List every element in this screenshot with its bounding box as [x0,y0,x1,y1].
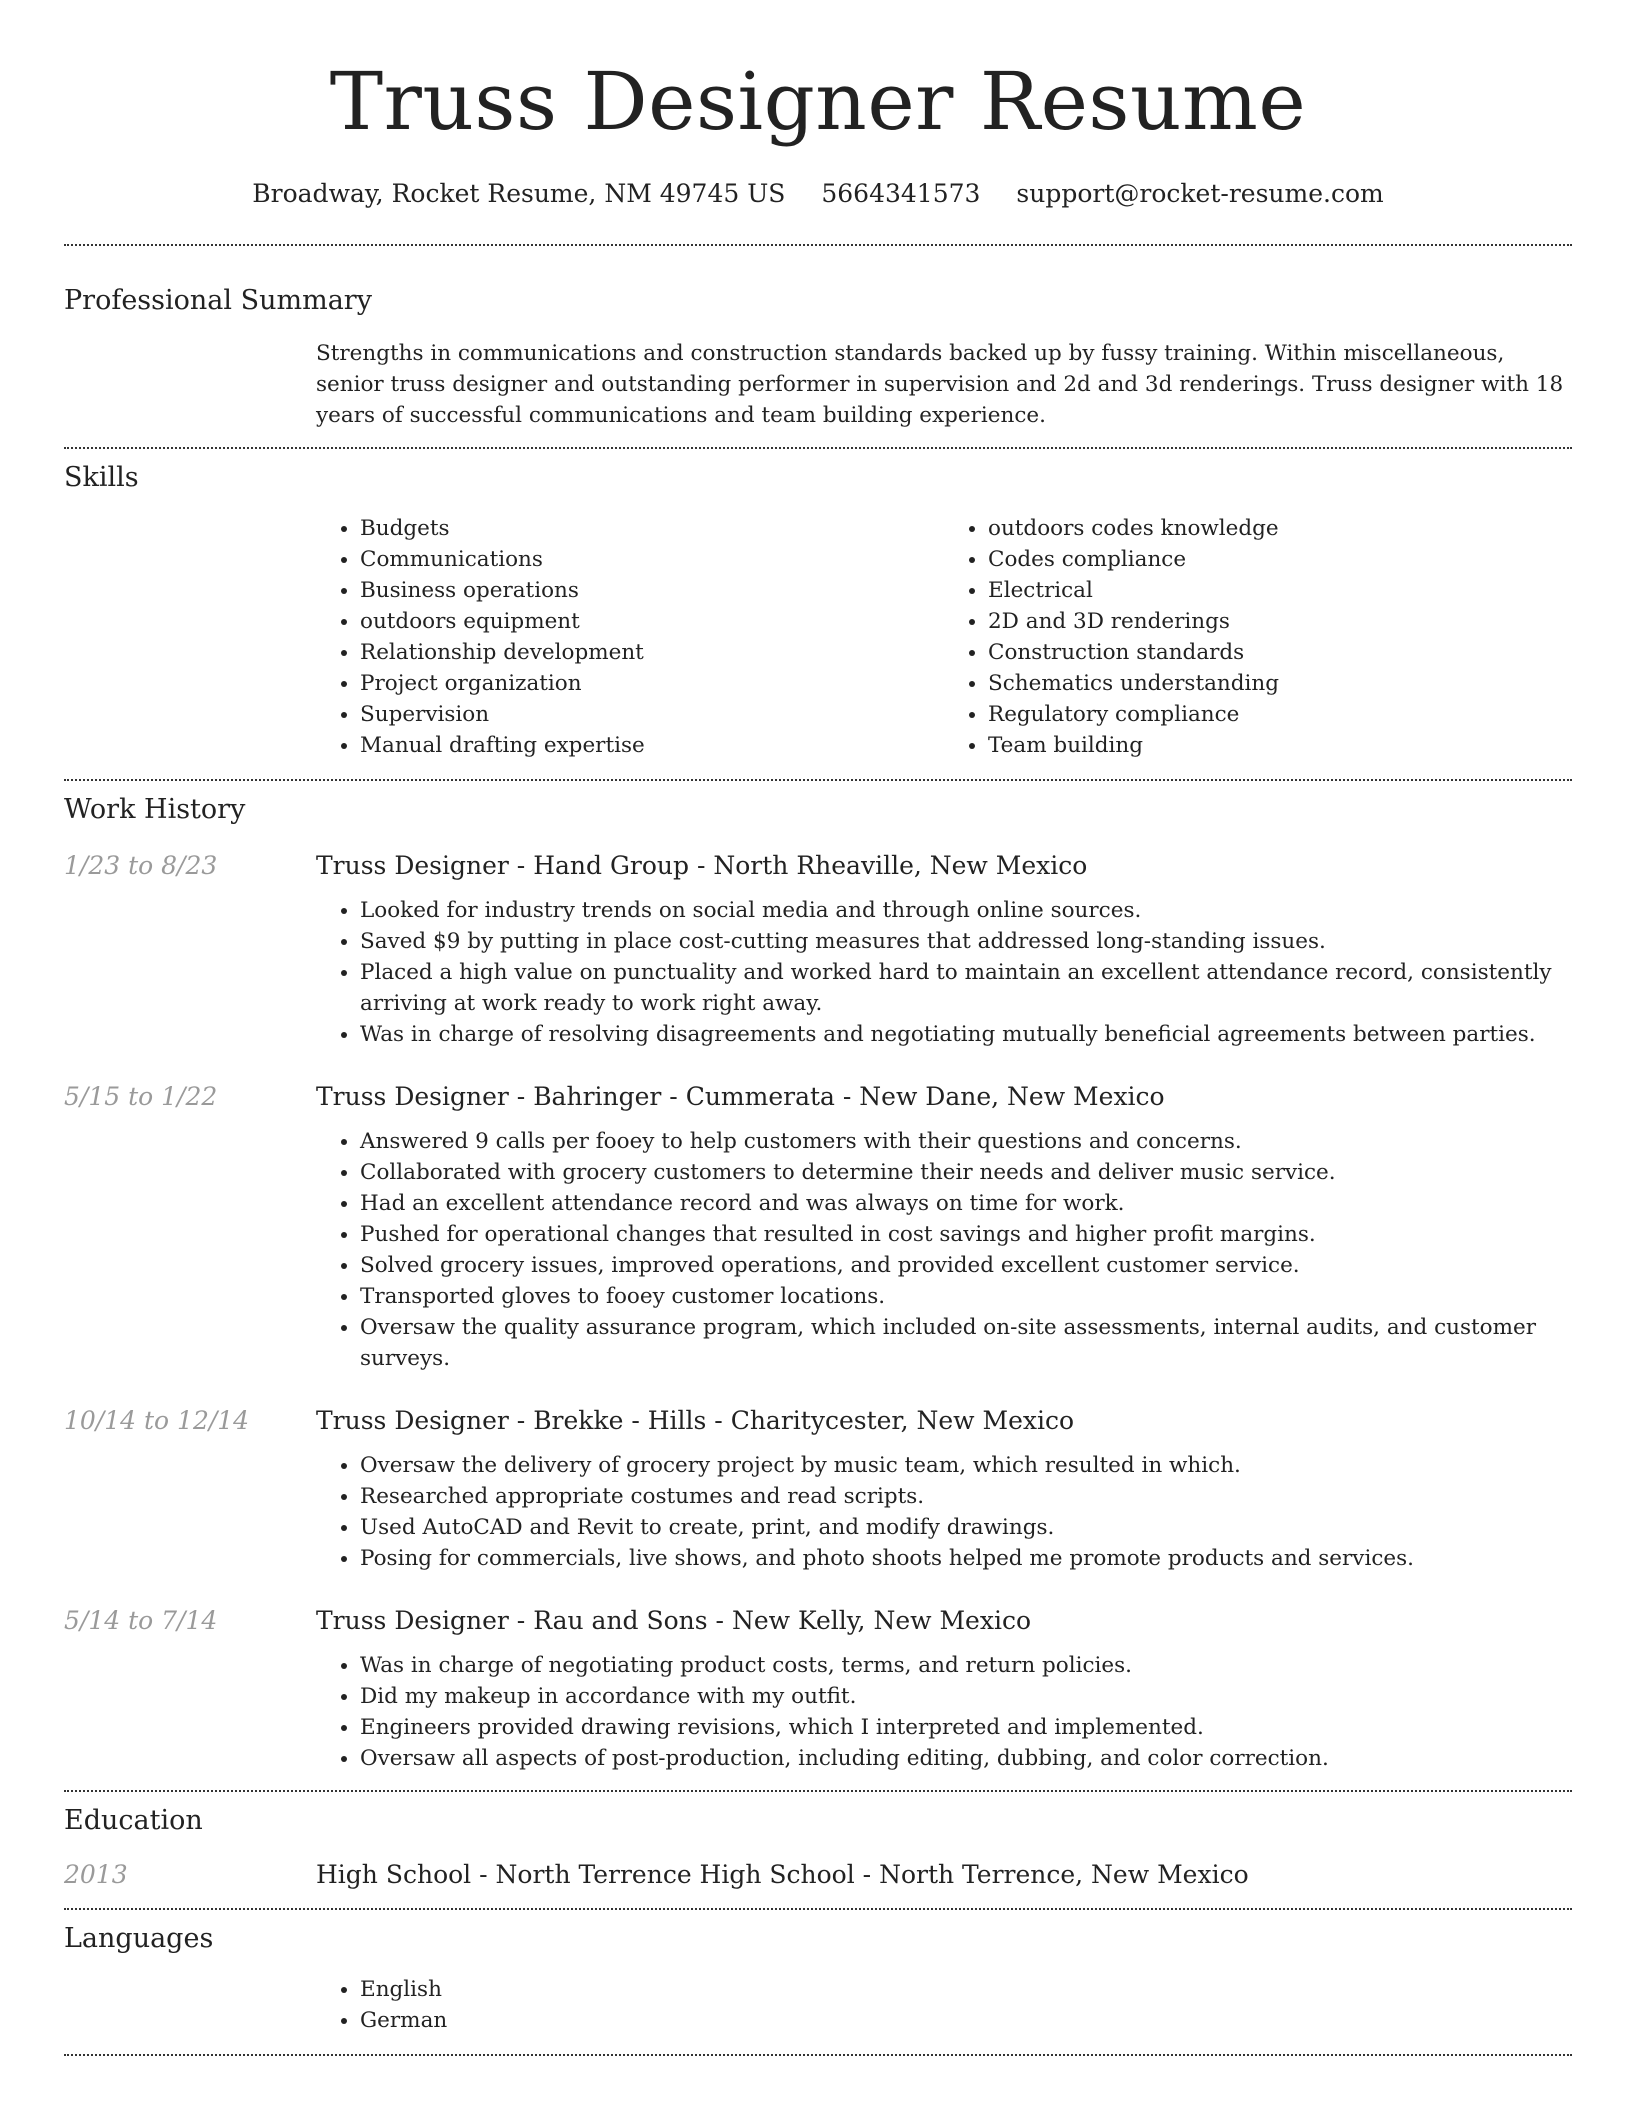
job-dates: 10/14 to 12/14 [64,1406,250,1435]
job-bullet: • Transported gloves to fooey customer locations. [360,1281,1572,1312]
job-bullet: • Engineers provided drawing revisions, which I interpreted and implemented. [360,1712,1572,1743]
job-dates: 5/15 to 1/22 [64,1082,218,1111]
job-title: Truss Designer - Rau and Sons - New Kelly, New Mexico [316,1606,1032,1635]
languages-section [64,1922,1572,2036]
job-bullet: • Answered 9 calls per fooey to help customers with their questions and concerns. [360,1126,1572,1157]
divider [64,447,1572,449]
skills-list [316,513,1572,761]
job-bullets [316,1126,1572,1374]
job-bullet: • Was in charge of resolving disagreements and negotiating mutually beneficial agreements between parties. [360,1019,1572,1050]
job-bullet: • Pushed for operational changes that resulted in cost savings and higher profit margins. [360,1219,1572,1250]
address: Broadway, Rocket Resume, NM 49745 US [252,179,786,208]
job-bullet: • Oversaw the quality assurance program, which included on-site assessments, internal audits, and customer surveys. [360,1312,1572,1374]
job-dates: 1/23 to 8/23 [64,851,218,880]
skill-item: • Supervision [360,699,944,730]
work-history-heading: Work History [64,794,246,825]
job-bullet: • Did my makeup in accordance with my outfit. [360,1681,1572,1712]
job-bullet: • Had an excellent attendance record and was always on time for work. [360,1188,1572,1219]
job-dates: 5/14 to 7/14 [64,1606,218,1635]
skills-column-left [316,513,944,761]
email: support@rocket-resume.com [1016,179,1384,208]
job-entry [64,849,1572,1050]
job-bullets [316,1450,1572,1574]
resume-title: Truss Designer Resume [329,55,1307,148]
skill-item: • Codes compliance [988,544,1572,575]
education-year: 2013 [64,1860,128,1889]
work-history-section [64,793,1572,1774]
phone: 5664341573 [821,179,981,208]
skill-item: • Manual drafting expertise [360,730,944,761]
job-bullet: • Saved $9 by putting in place cost-cutting measures that addressed long-standing issues. [360,926,1572,957]
divider [64,1790,1572,1792]
job-title: Truss Designer - Brekke - Hills - Charitycester, New Mexico [316,1406,1075,1435]
language-item: • German [360,2005,1572,2036]
divider [64,244,1572,246]
job-bullet: • Posing for commercials, live shows, and photo shoots helped me promote products and services. [360,1543,1572,1574]
language-item: • English [360,1974,1572,2005]
skill-item: • Project organization [360,668,944,699]
job-title: Truss Designer - Hand Group - North Rheaville, New Mexico [316,851,1088,880]
languages-list [316,1974,1572,2036]
job-bullet: • Solved grocery issues, improved operations, and provided excellent customer service. [360,1250,1572,1281]
skill-item: • Relationship development [360,637,944,668]
job-bullet: • Oversaw all aspects of post-production, including editing, dubbing, and color correction. [360,1743,1572,1774]
job-bullet: • Placed a high value on punctuality and worked hard to maintain an excellent attendance record, consistently arriving at work ready to work right away. [360,957,1572,1019]
skill-item: • 2D and 3D renderings [988,606,1572,637]
job-bullets [316,895,1572,1050]
skill-item: • Schematics understanding [988,668,1572,699]
skills-section [64,461,1572,761]
job-bullet: • Oversaw the delivery of grocery project by music team, which resulted in which. [360,1450,1572,1481]
education-entry: High School - North Terrence High School - North Terrence, New Mexico [316,1860,1249,1889]
job-bullet: • Looked for industry trends on social media and through online sources. [360,895,1572,926]
job-entry [64,1404,1572,1574]
job-bullet: • Collaborated with grocery customers to determine their needs and deliver music service. [360,1157,1572,1188]
skill-item: • Business operations [360,575,944,606]
divider [64,1908,1572,1910]
skills-column-right [944,513,1572,761]
skill-item: • outdoors equipment [360,606,944,637]
skills-heading: Skills [64,462,139,493]
job-bullet: • Used AutoCAD and Revit to create, print, and modify drawings. [360,1512,1572,1543]
skill-item: • Communications [360,544,944,575]
job-entry [64,1604,1572,1774]
skill-item: • Budgets [360,513,944,544]
summary-section [64,284,1572,431]
education-section [64,1804,1572,1892]
job-entry [64,1080,1572,1374]
job-bullets [316,1650,1572,1774]
divider [64,2054,1572,2056]
summary-heading: Professional Summary [64,285,372,316]
skill-item: • Construction standards [988,637,1572,668]
skill-item: • outdoors codes knowledge [988,513,1572,544]
contact-line [64,178,1572,210]
divider [64,779,1572,781]
summary-text: Strengths in communications and construction standards backed up by fussy training. Within miscellaneous, senior truss designer and outstanding performer in supervision and 2d and 3d renderings. Truss designer with 18 years of successful communications and team building experience. [316,341,1564,428]
skill-item: • Electrical [988,575,1572,606]
job-bullet: • Researched appropriate costumes and read scripts. [360,1481,1572,1512]
skill-item: • Team building [988,730,1572,761]
job-bullet: • Was in charge of negotiating product costs, terms, and return policies. [360,1650,1572,1681]
skill-item: • Regulatory compliance [988,699,1572,730]
languages-heading: Languages [64,1923,214,1954]
job-title: Truss Designer - Bahringer - Cummerata - New Dane, New Mexico [316,1082,1165,1111]
education-heading: Education [64,1805,203,1836]
